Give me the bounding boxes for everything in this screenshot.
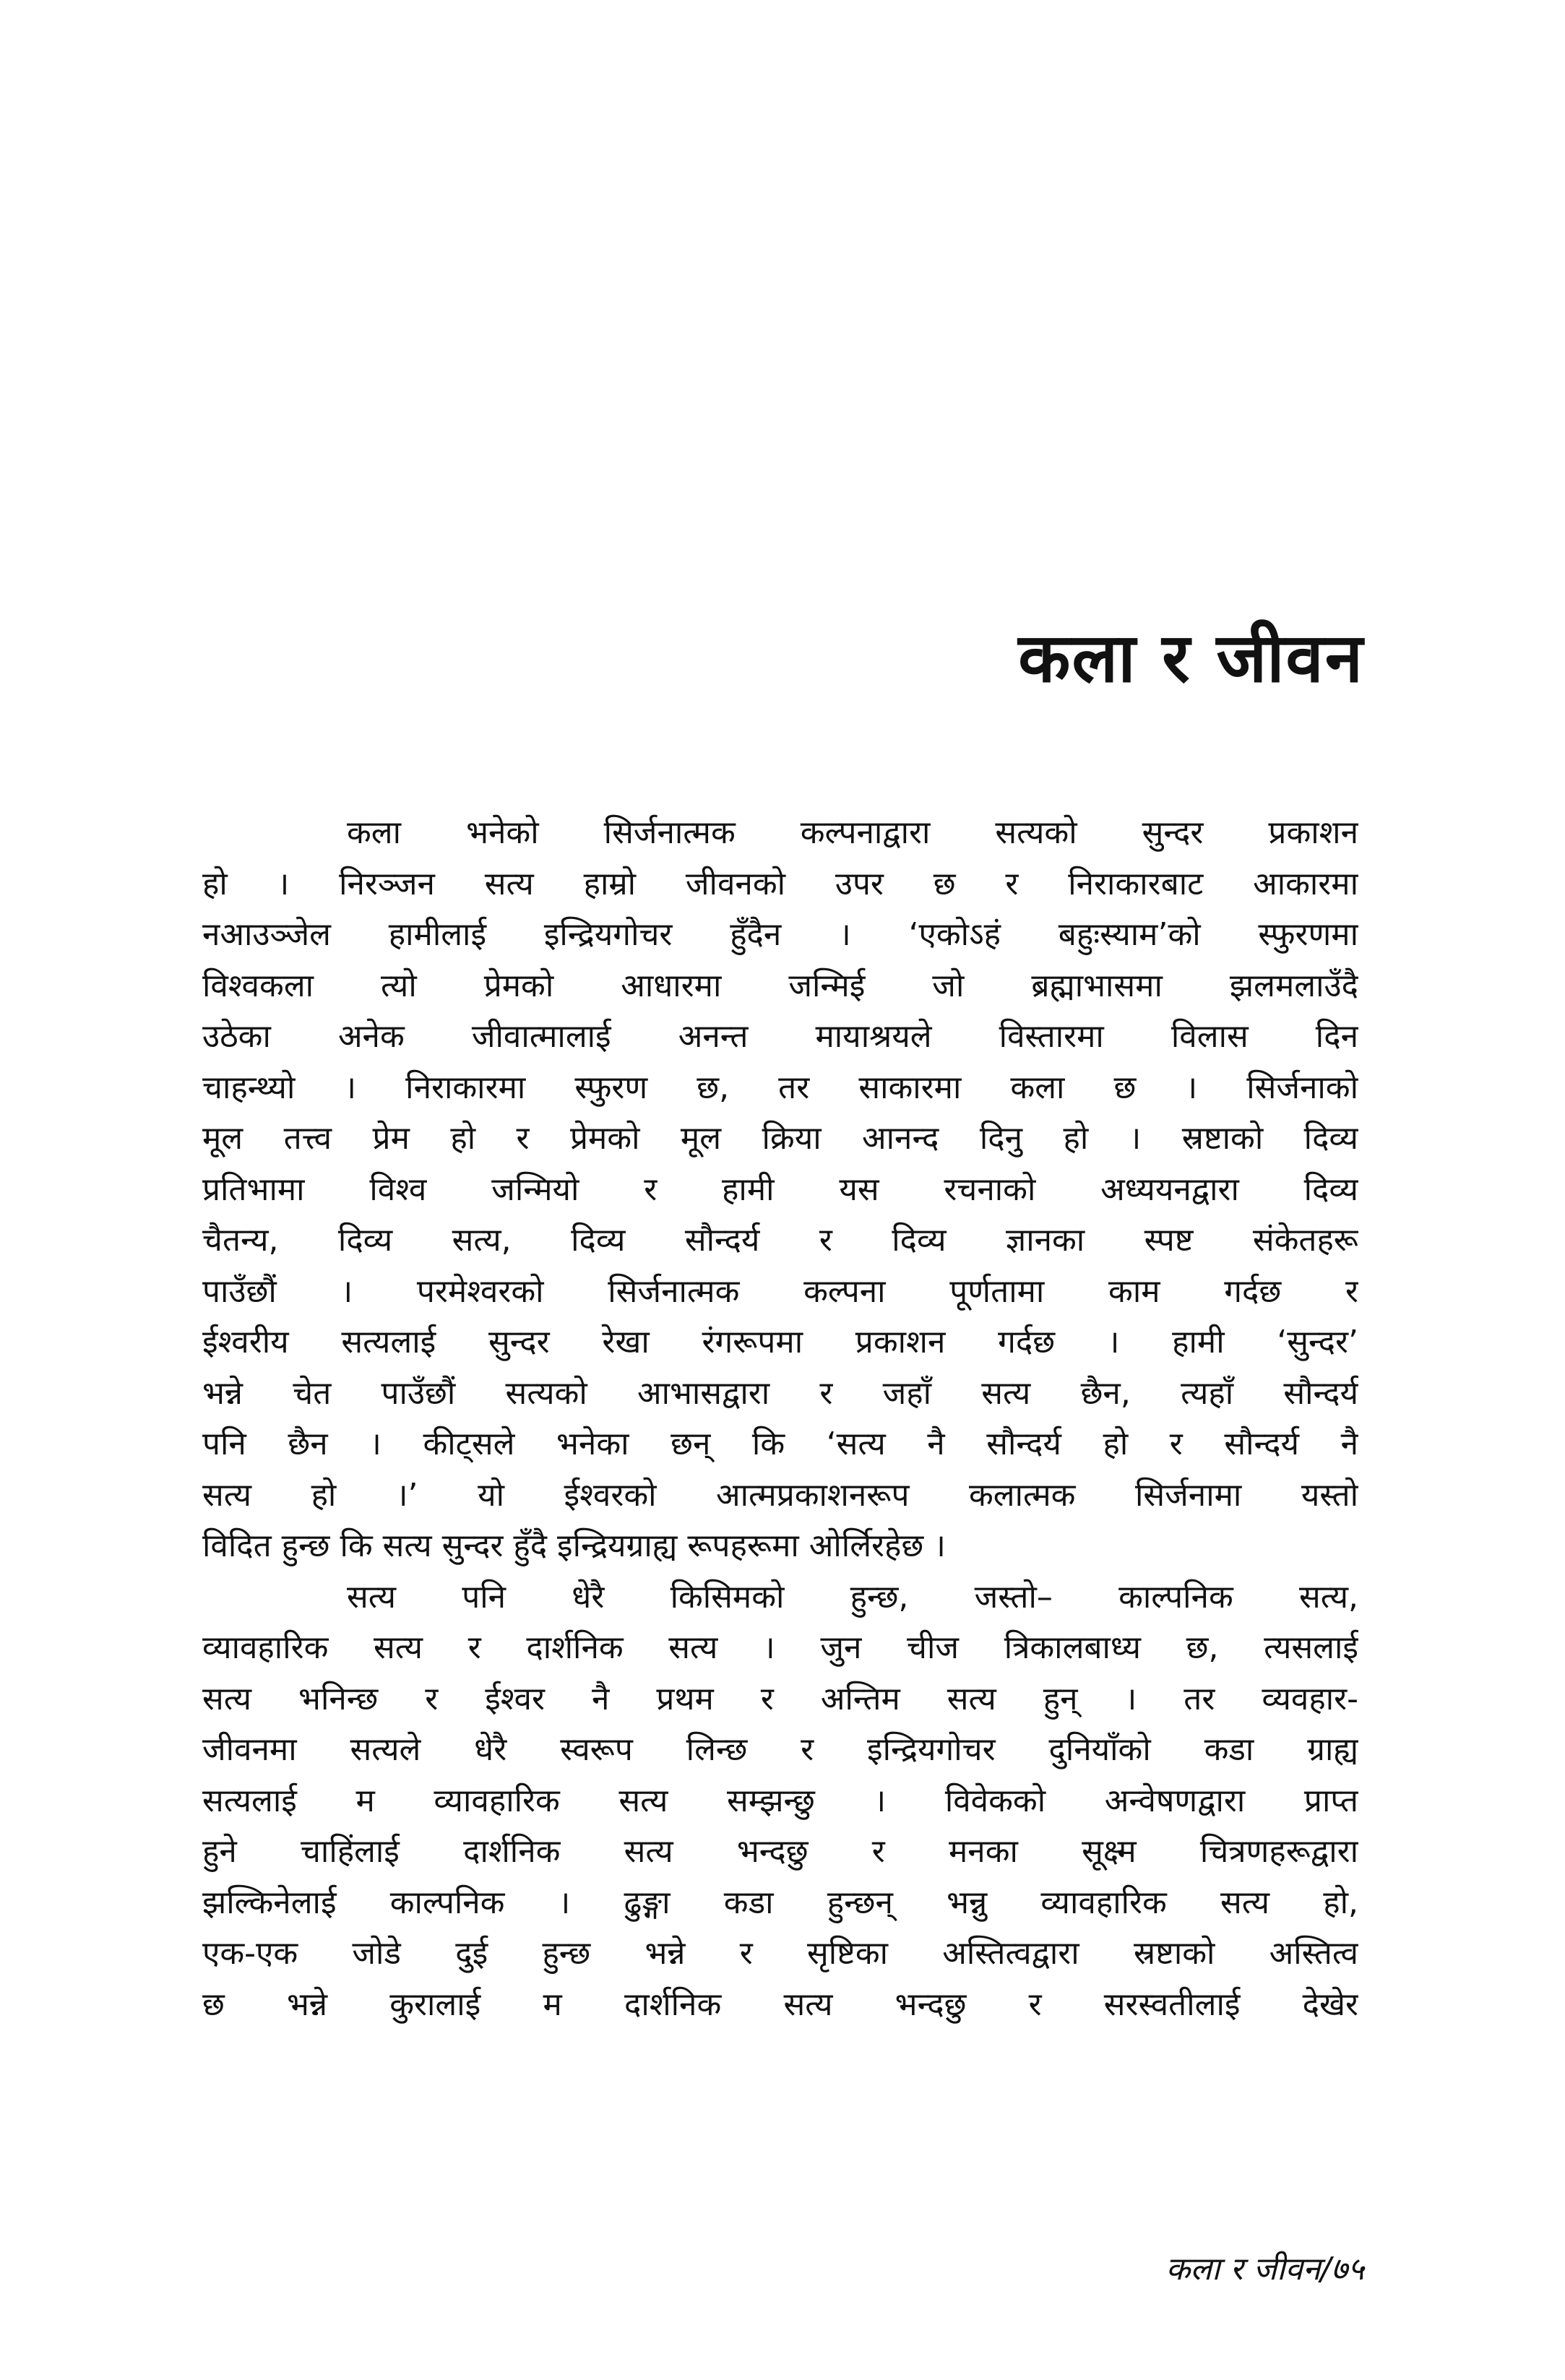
text-line: भन्ने चेत पाउँछौं सत्यको आभासद्वारा र जहाँ सत्य छैन, त्यहाँ सौन्दर्य bbox=[202, 1374, 1358, 1412]
text-line: सत्य पनि धेरै किसिमको हुन्छ, जस्तो– काल्पनिक सत्य, bbox=[347, 1578, 1358, 1616]
text-line: विदित हुन्छ कि सत्य सुन्दर हुँदै इन्द्रियग्राह्य रूपहरूमा ओर्लिरहेछ । bbox=[202, 1527, 946, 1564]
text-line: प्रतिभामा विश्व जन्मियो र हामी यस रचनाको अध्ययनद्वारा दिव्य bbox=[202, 1170, 1358, 1208]
text-line: चाहन्थ्यो । निराकारमा स्फुरण छ, तर साकारमा कला छ । सिर्जनाको bbox=[202, 1069, 1358, 1106]
text-line: नआउञ्जेल हामीलाई इन्द्रियगोचर हुँदैन । ‘एकोऽहं बहुःस्याम’को स्फुरणमा bbox=[202, 916, 1358, 953]
page-footer: कला र जीवन/७५ bbox=[1165, 2251, 1364, 2288]
paragraph-1 bbox=[202, 808, 1358, 1572]
chapter-title: कला र जीवन bbox=[1018, 619, 1364, 698]
text-line: हुने चाहिंलाई दार्शनिक सत्य भन्दछु र मनका सूक्ष्म चित्रणहरूद्वारा bbox=[202, 1833, 1358, 1870]
text-line: झल्किनेलाई काल्पनिक । ढुङ्गा कडा हुन्छन् भन्नु व्यावहारिक सत्य हो, bbox=[202, 1884, 1358, 1921]
text-line: विश्वकला त्यो प्रेमको आधारमा जन्मिई जो ब्रह्माभासमा झलमलाउँदै bbox=[202, 967, 1358, 1004]
text-line: चैतन्य, दिव्य सत्य, दिव्य सौन्दर्य र दिव्य ज्ञानका स्पष्ट संकेतहरू bbox=[202, 1222, 1358, 1259]
text-line: कला भनेको सिर्जनात्मक कल्पनाद्वारा सत्यको सुन्दर प्रकाशन bbox=[347, 814, 1358, 851]
text-line: पनि छैन । कीट्सले भनेका छन् कि ‘सत्य नै सौन्दर्य हो र सौन्दर्य नै bbox=[202, 1426, 1358, 1462]
text-line: पाउँछौं । परमेश्वरको सिर्जनात्मक कल्पना पूर्णतामा काम गर्दछ र bbox=[202, 1272, 1358, 1310]
body-text bbox=[202, 808, 1358, 2030]
text-line: ईश्वरीय सत्यलाई सुन्दर रेखा रंगरूपमा प्रकाशन गर्दछ । हामी ‘सुन्दर’ bbox=[202, 1324, 1358, 1361]
text-line: एक-एक जोडे दुई हुन्छ भन्ने र सृष्टिका अस्तित्वद्वारा स्रष्टाको अस्तित्व bbox=[202, 1935, 1358, 1972]
text-line: उठेका अनेक जीवात्मालाई अनन्त मायाश्रयले विस्तारमा विलास दिन bbox=[202, 1018, 1358, 1055]
text-line: जीवनमा सत्यले धेरै स्वरूप लिन्छ र इन्द्रियगोचर दुनियाँको कडा ग्राह्य bbox=[202, 1731, 1358, 1768]
text-line: छ भन्ने कुरालाई म दार्शनिक सत्य भन्दछु र सरस्वतीलाई देखेर bbox=[202, 1986, 1358, 2023]
text-line: हो । निरञ्जन सत्य हाम्रो जीवनको उपर छ र निराकारबाट आकारमा bbox=[202, 865, 1358, 902]
text-line: सत्यलाई म व्यावहारिक सत्य सम्झन्छु । विवेकको अन्वेषणद्वारा प्राप्त bbox=[202, 1782, 1358, 1819]
paragraph-2 bbox=[202, 1572, 1358, 2031]
text-line: सत्य हो ।’ यो ईश्वरको आत्मप्रकाशनरूप कलात्मक सिर्जनामा यस्तो bbox=[202, 1476, 1358, 1514]
text-line: सत्य भनिन्छ र ईश्वर नै प्रथम र अन्तिम सत्य हुन् । तर व्यवहार- bbox=[202, 1680, 1358, 1717]
text-line: मूल तत्त्व प्रेम हो र प्रेमको मूल क्रिया आनन्द दिनु हो । स्रष्टाको दिव्य bbox=[202, 1120, 1358, 1157]
text-line: व्यावहारिक सत्य र दार्शनिक सत्य । जुन चीज त्रिकालबाध्य छ, त्यसलाई bbox=[202, 1629, 1358, 1666]
